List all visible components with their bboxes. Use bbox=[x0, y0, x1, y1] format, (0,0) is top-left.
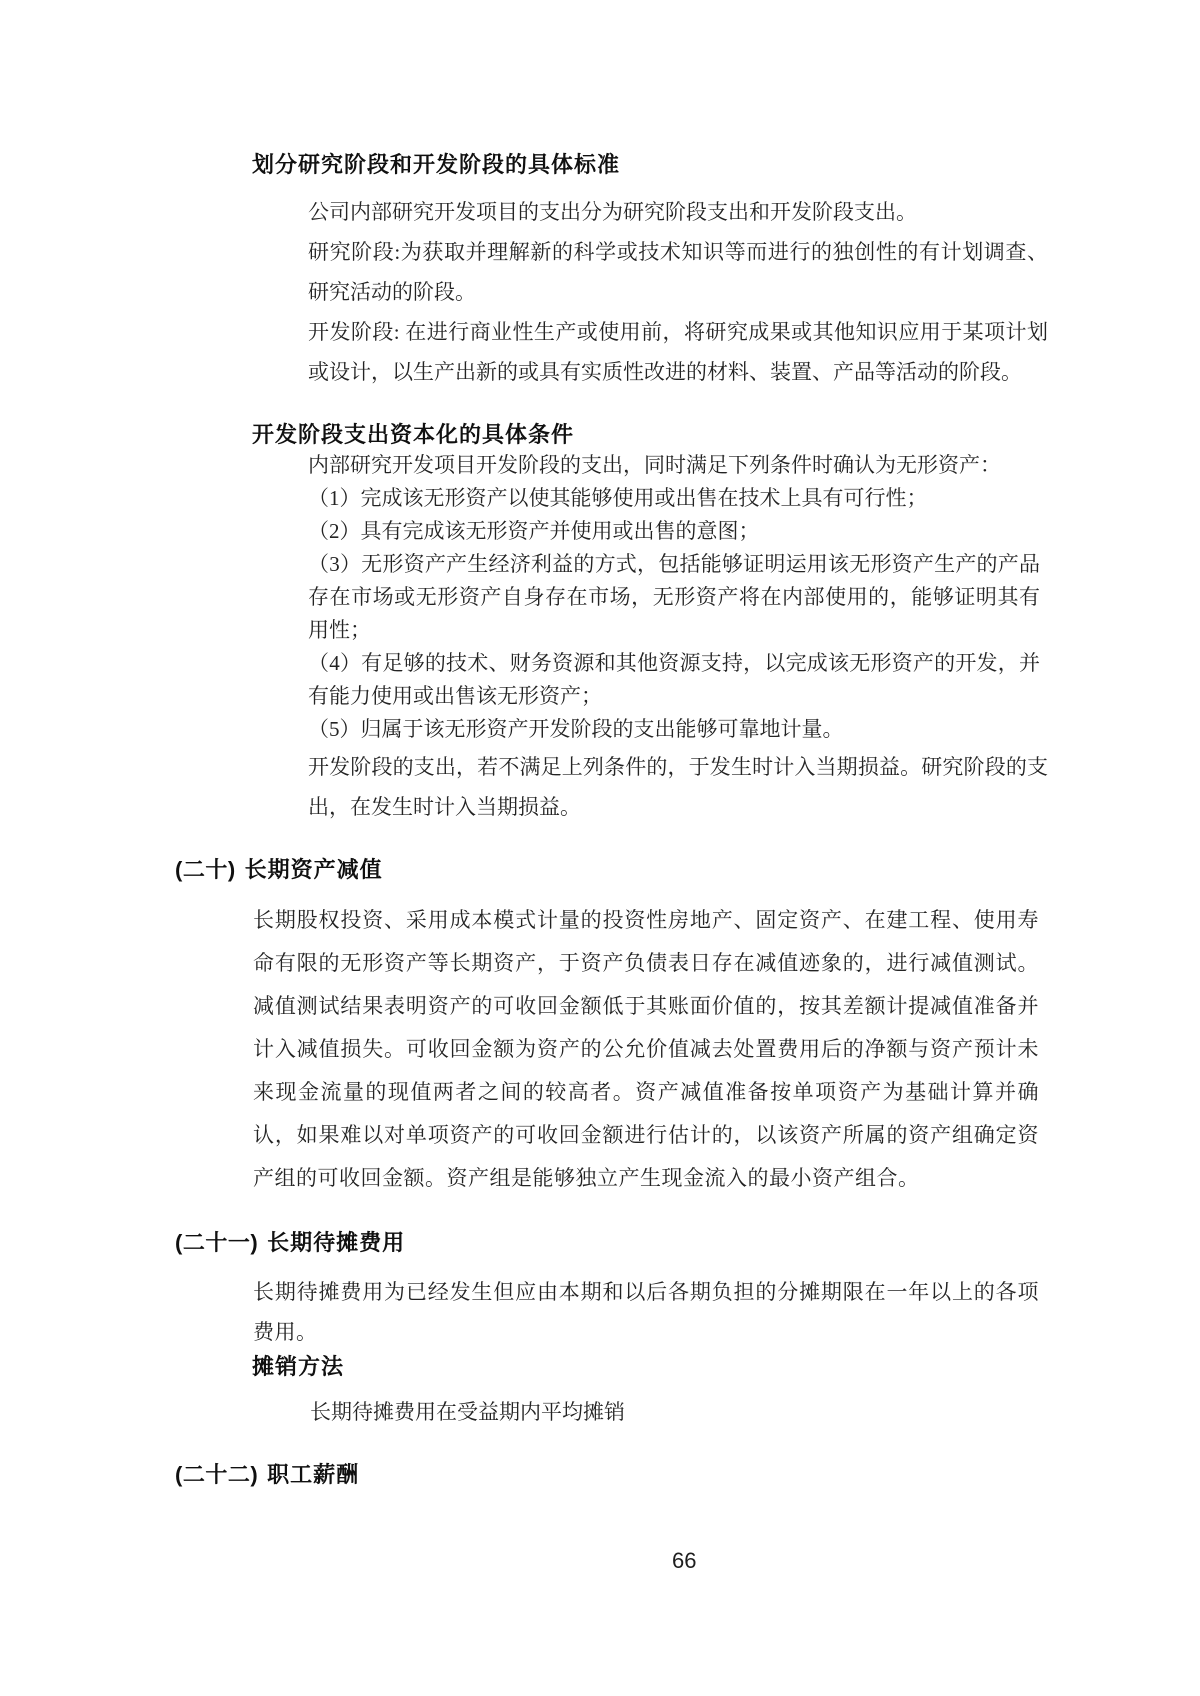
heading-amortization-method: 摊销方法 bbox=[252, 1354, 345, 1379]
section-title: 长期待摊费用 bbox=[267, 1230, 406, 1255]
paragraph: 研究阶段:为获取并理解新的科学或技术知识等而进行的独创性的有计划调查、研究活动的阶段。 bbox=[308, 240, 1048, 304]
section-heading-21 bbox=[175, 1228, 405, 1258]
section-title: 职工薪酬 bbox=[267, 1462, 360, 1487]
section-number: (二十) bbox=[175, 857, 236, 882]
list-item: （2）具有完成该无形资产并使用或出售的意图； bbox=[308, 519, 760, 543]
page-number: 66 bbox=[672, 1548, 697, 1573]
rd-phase-paragraphs bbox=[308, 192, 1048, 392]
paragraph: 开发阶段: 在进行商业性生产或使用前，将研究成果或其他知识应用于某项计划或设计，以生产出新的或具有实质性改进的材料、装置、产品等活动的阶段。 bbox=[308, 320, 1048, 384]
paragraph: 开发阶段的支出，若不满足上列条件的，于发生时计入当期损益。研究阶段的支出，在发生时计入当期损益。 bbox=[308, 755, 1048, 819]
amortization-method-body bbox=[310, 1397, 1050, 1427]
heading-rd-phase-criteria: 划分研究阶段和开发阶段的具体标准 bbox=[252, 152, 621, 177]
section-number: (二十一) bbox=[175, 1230, 259, 1255]
list-item: （5）归属于该无形资产开发阶段的支出能够可靠地计量。 bbox=[308, 717, 844, 741]
section-21-body bbox=[253, 1272, 1039, 1352]
paragraph: 长期待摊费用为已经发生但应由本期和以后各期负担的分摊期限在一年以上的各项费用。 bbox=[253, 1280, 1039, 1344]
paragraph: 长期待摊费用在受益期内平均摊销 bbox=[310, 1400, 625, 1424]
list-intro: 内部研究开发项目开发阶段的支出，同时满足下列条件时确认为无形资产： bbox=[308, 453, 1001, 477]
section-20-body bbox=[253, 899, 1039, 1200]
section-title: 长期资产减值 bbox=[244, 857, 383, 882]
capitalization-conditions-list bbox=[308, 449, 1040, 746]
paragraph: 长期股权投资、采用成本模式计量的投资性房地产、固定资产、在建工程、使用寿命有限的无形资产等长期资产，于资产负债表日存在减值迹象的，进行减值测试。减值测试结果表明资产的可收回金额低于其账面价值的，按其差额计提减值准备并计入减值损失。可收回金额为资产的公允价值减去处置费用后的净额与资产预计未来现金流量的现值两者之间的较高者。资产减值准备按单项资产为基础计算并确认，如果难以对单项资产的可收回金额进行估计的，以该资产所属的资产组确定资产组的可收回金额。资产组是能够独立产生现金流入的最小资产组合。 bbox=[253, 908, 1039, 1190]
list-item: （1）完成该无形资产以使其能够使用或出售在技术上具有可行性； bbox=[308, 486, 928, 510]
heading-capitalization-conditions: 开发阶段支出资本化的具体条件 bbox=[252, 422, 575, 447]
paragraph: 公司内部研究开发项目的支出分为研究阶段支出和开发阶段支出。 bbox=[308, 200, 917, 224]
section-number: (二十二) bbox=[175, 1462, 259, 1487]
list-item: （4）有足够的技术、财务资源和其他资源支持，以完成该无形资产的开发，并有能力使用或出售该无形资产； bbox=[308, 651, 1040, 708]
list-item: （3）无形资产产生经济利益的方式，包括能够证明运用该无形资产生产的产品存在市场或无形资产自身存在市场，无形资产将在内部使用的，能够证明其有用性； bbox=[308, 552, 1040, 642]
section-heading-20 bbox=[175, 855, 383, 885]
capitalization-closing-paragraph bbox=[308, 747, 1048, 827]
section-heading-22 bbox=[175, 1460, 359, 1490]
